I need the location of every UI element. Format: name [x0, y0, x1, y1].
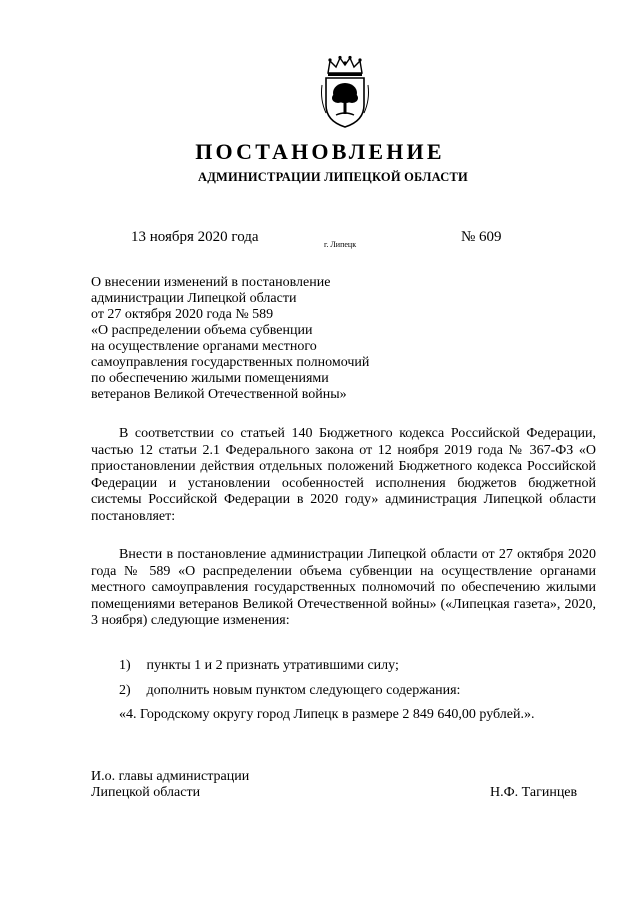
document-city: г. Липецк — [324, 240, 357, 249]
new-clause-text: «4. Городскому округу город Липецк в размере 2 849 640,00 рублей.». — [119, 707, 535, 722]
heading-line: по обеспечению жилыми помещениями — [91, 371, 329, 386]
issuing-authority: АДМИНИСТРАЦИИ ЛИПЕЦКОЙ ОБЛАСТИ — [198, 170, 468, 184]
document-title: ПОСТАНОВЛЕНИЕ — [195, 139, 445, 164]
list-item — [119, 658, 399, 674]
list-item-number: 1) — [119, 658, 131, 673]
signatory-position — [91, 769, 249, 801]
preamble-paragraph: В соответствии со статьей 140 Бюджетного кодекса Российской Федерации, частью 12 статьи 2.1 Федерального закона от 12 ноября 2019 года № 367-ФЗ «О приостановлении действия отдельных положений Бюджетного кодекса Российской Федерации и установлении особенностей исполнения бюджетов бюджетной системы Российской Федерации в 2020 году» администрация Липецкой области постановляет: — [91, 426, 596, 524]
document-heading — [91, 275, 421, 403]
resolution-paragraph: Внести в постановление администрации Липецкой области от 27 октября 2020 года № 589 «О распределении объема субвенции на осуществление органами местного самоуправления государственных полномочий по обеспечению жилыми помещениями ветеранов Великой Отечественной войны» («Липецкая газета», 2020, 3 ноября) следующие изменения: — [91, 547, 596, 628]
list-item — [119, 683, 460, 699]
list-item-text: дополнить новым пунктом следующего содержания: — [146, 683, 461, 698]
document-number: № 609 — [461, 229, 502, 245]
heading-line: О внесении изменений в постановление — [91, 275, 331, 290]
signatory-position-line: Липецкой области — [91, 785, 201, 800]
coat-of-arms-icon — [318, 55, 372, 129]
signatory-name: Н.Ф. Тагинцев — [490, 785, 578, 800]
list-item-text: пункты 1 и 2 признать утратившими силу; — [146, 658, 399, 673]
heading-line: на осуществление органами местного — [91, 339, 317, 354]
heading-line: от 27 октября 2020 года № 589 — [91, 307, 274, 322]
heading-line: самоуправления государственных полномочий — [91, 355, 370, 370]
list-item-number: 2) — [119, 683, 131, 698]
signatory-position-line: И.о. главы администрации — [91, 769, 250, 784]
heading-line: «О распределении объема субвенции — [91, 323, 313, 338]
document-date: 13 ноября 2020 года — [131, 229, 259, 245]
heading-line: ветеранов Великой Отечественной войны» — [91, 387, 347, 402]
heading-line: администрации Липецкой области — [91, 291, 297, 306]
